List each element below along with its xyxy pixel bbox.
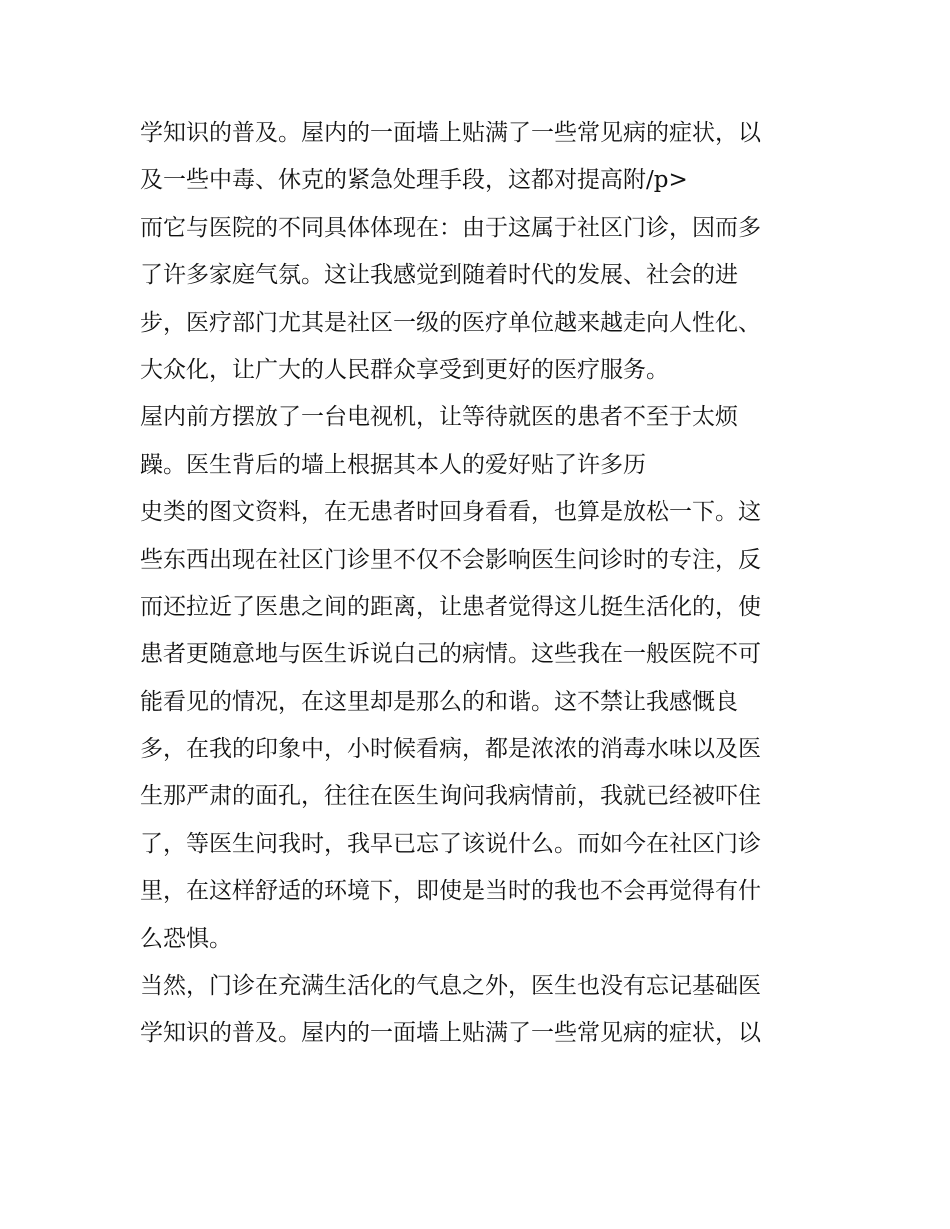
text-line: 学知识的普及。屋内的一面墙上贴满了一些常见病的症状，以 [140, 1020, 761, 1047]
text-line: 里，在这样舒适的环境下，即使是当时的我也不会再觉得有什 [140, 878, 761, 905]
text-line: 而还拉近了医患之间的距离，让患者觉得这儿挺生活化的，使 [140, 593, 761, 620]
text-line: 当然，门诊在充满生活化的气息之外，医生也没有忘记基础医 [140, 973, 761, 1000]
text-line: 些东西出现在社区门诊里不仅不会影响医生问诊时的专注，反 [140, 546, 761, 573]
text-line: 大众化，让广大的人民群众享受到更好的医疗服务。 [140, 356, 669, 383]
text-line: 屋内前方摆放了一台电视机，让等待就医的患者不至于太烦 [140, 404, 738, 431]
text-line: 及一些中毒、休克的紧急处理手段，这都对提高附/p> [140, 167, 688, 194]
text-line: 了，等医生问我时，我早已忘了该说什么。而如今在社区门诊 [140, 830, 761, 857]
document-body [140, 110, 820, 1058]
text-line: 了许多家庭气氛。这让我感觉到随着时代的发展、社会的进 [140, 262, 738, 289]
text-line: 躁。医生背后的墙上根据其本人的爱好贴了许多历 [140, 451, 646, 478]
text-line: 患者更随意地与医生诉说白己的病情。这些我在一般医院不可 [140, 641, 761, 668]
text-line: 史类的图文资料，在无患者时回身看看，也算是放松一下。这 [140, 499, 761, 526]
text-line: 多，在我的印象中，小时候看病，都是浓浓的消毒水味以及医 [140, 736, 761, 763]
text-line: 生那严肃的面孔，往往在医生询问我病情前，我就已经被吓住 [140, 783, 761, 810]
text-line: 学知识的普及。屋内的一面墙上贴满了一些常见病的症状，以 [140, 120, 761, 146]
text-line: 么恐惧。 [140, 925, 232, 952]
text-line: 能看见的情况，在这里却是那么的和谐。这不禁让我感慨良 [140, 688, 738, 715]
text-line: 步，医疗部门尤其是社区一级的医疗单位越来越走向人性化、 [140, 309, 761, 336]
text-line: 而它与医院的不同具体体现在：由于这属于社区门诊，因而多 [140, 214, 761, 241]
